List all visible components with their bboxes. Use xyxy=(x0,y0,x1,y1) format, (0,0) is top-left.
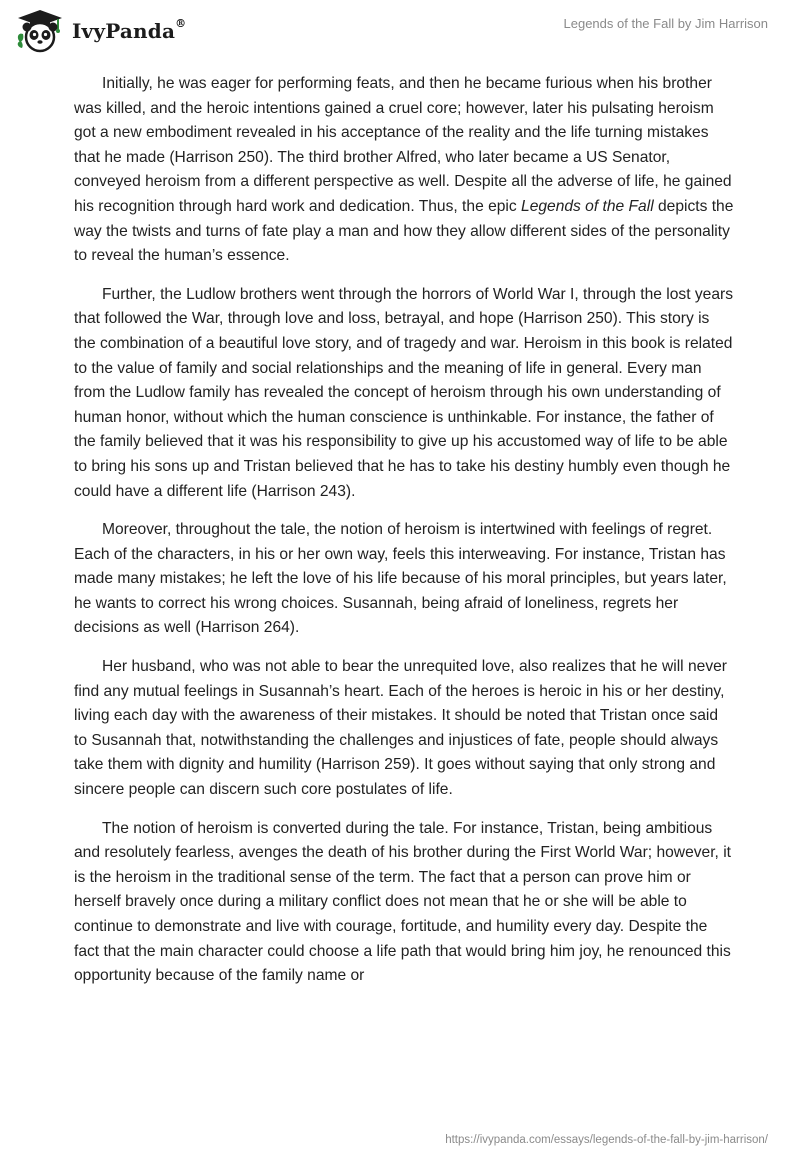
page-header xyxy=(0,0,800,64)
paragraph: Further, the Ludlow brothers went through the horrors of World War I, through the lost years that followed the War, through love and loss, betrayal, and hope (Harrison 250). This story is the combination of a beautiful love story, and of tragedy and war. Heroism in this book is related to the value of family and social relationships and the meaning of life in general. Every man from the Ludlow family has revealed the concept of heroism through his own understanding of human honor, without which the human conscience is unthinkable. For instance, the father of the family believed that it was his responsibility to give up his accustomed way of life to be able to bring his sons up and Tristan believed that he has to take his destiny humbly even though he could have a different life (Harrison 243). xyxy=(74,285,733,500)
source-url[interactable]: https://ivypanda.com/essays/legends-of-the-fall-by-jim-harrison/ xyxy=(445,1134,768,1146)
paragraph: Initially, he was eager for performing feats, and then he became furious when his brother was killed, and the heroic intentions gained a cruel core; however, later his pulsating heroism got a new embodiment revealed in his acceptance of the reality and the life turning mistakes that he made (Harrison 250). The third brother Alfred, who later became a US Senator, conveyed heroism from a different perspective as well. Despite all the adverse of life, he gained his recognition through hard work and dedication. Thus, the epic Legends of the Fall depicts the way the twists and turns of fate play a man and how they allow different sides of the personality to reveal the human’s essence. xyxy=(74,75,734,265)
panda-graduate-icon xyxy=(14,8,66,54)
logo-wordmark: IvyPanda® xyxy=(72,17,187,43)
essay-body xyxy=(74,72,734,1003)
paragraph: Moreover, throughout the tale, the notion of heroism is intertwined with feelings of regret. Each of the characters, in his or her own way, feels this interweaving. For instance, Tristan has made many mistakes; he left the love of his life because of his moral principles, but years later, he wants to correct his wrong choices. Susannah, being afraid of loneliness, regrets her decisions as well (Harrison 264). xyxy=(74,521,727,637)
book-title: Legends of the Fall xyxy=(521,197,654,215)
paragraph: Her husband, who was not able to bear the unrequited love, also realizes that he will never find any mutual feelings in Susannah’s heart. Each of the heroes is heroic in his or her destiny, living each day with the awareness of their mistakes. It should be noted that Tristan once said to Susannah that, notwithstanding the challenges and injustices of fate, people should always take them with dignity and humility (Harrison 259). It goes without saying that only strong and sincere people can discern such core postulates of life. xyxy=(74,658,727,799)
paragraph: The notion of heroism is converted during the tale. For instance, Tristan, being ambitious and resolutely fearless, avenges the death of his brother during the First World War; however, it is the heroism in the traditional sense of the term. The fact that a person can prove him or herself bravely once during a military conflict does not mean that he or she will be able to continue to demonstrate and live with courage, fortitude, and humility every day. Despite the fact that the main character could choose a life path that would bring him joy, he renounced this opportunity because of the family name or xyxy=(74,819,732,985)
ivypanda-logo[interactable] xyxy=(14,8,186,54)
document-title: Legends of the Fall by Jim Harrison xyxy=(563,16,768,31)
